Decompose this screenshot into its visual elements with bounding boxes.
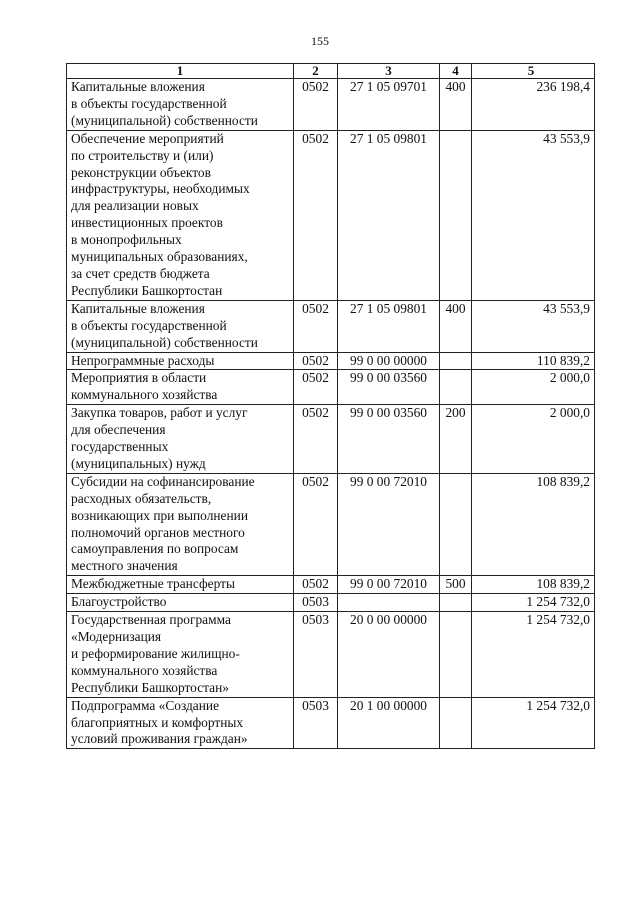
- item-name-line: возникающих при выполнении: [71, 507, 248, 523]
- section-code-cell: 0503: [294, 697, 338, 749]
- item-name-line: полномочий органов местного: [71, 524, 245, 540]
- amount-cell: 108 839,2: [472, 576, 595, 594]
- header-col-2: 2: [294, 64, 338, 79]
- item-name-line: за счет средств бюджета: [71, 265, 210, 281]
- table-header: [67, 64, 595, 79]
- section-code-cell: 0502: [294, 352, 338, 370]
- target-code-cell: 27 1 05 09701: [338, 79, 440, 131]
- section-code-cell: 0502: [294, 576, 338, 594]
- amount-cell: 108 839,2: [472, 473, 595, 575]
- item-name-cell: [67, 576, 294, 594]
- section-code-cell: 0502: [294, 79, 338, 131]
- expense-type-cell: [440, 130, 472, 300]
- header-col-5: 5: [472, 64, 595, 79]
- item-name-line: Мероприятия в области: [71, 370, 207, 386]
- expense-type-cell: 400: [440, 300, 472, 352]
- item-name-line: Подпрограмма «Создание: [71, 697, 220, 713]
- item-name-line: инфраструктуры, необходимых: [71, 181, 250, 197]
- table-row: [67, 697, 595, 749]
- amount-cell: 1 254 732,0: [472, 594, 595, 612]
- section-code-cell: 0502: [294, 473, 338, 575]
- item-name-line: в объекты государственной: [71, 95, 227, 111]
- section-code-cell: 0502: [294, 370, 338, 405]
- item-name-line: и реформирование жилищно-: [71, 645, 240, 661]
- target-code-cell: 99 0 00 03560: [338, 405, 440, 474]
- header-col-4: 4: [440, 64, 472, 79]
- header-col-1: 1: [67, 64, 294, 79]
- item-name-cell: [67, 594, 294, 612]
- item-name-line: инвестиционных проектов: [71, 215, 223, 231]
- item-name-line: расходных обязательств,: [71, 490, 212, 506]
- item-name-line: муниципальных образованиях,: [71, 249, 248, 265]
- table-row: [67, 612, 595, 698]
- item-name-line: благоприятных и комфортных: [71, 714, 244, 730]
- target-code-cell: 99 0 00 72010: [338, 473, 440, 575]
- expense-type-cell: [440, 352, 472, 370]
- item-name-line: Закупка товаров, работ и услуг: [71, 405, 248, 421]
- section-code-cell: 0503: [294, 612, 338, 698]
- expense-type-cell: [440, 473, 472, 575]
- table-row: [67, 405, 595, 474]
- budget-table: [66, 63, 595, 749]
- expense-type-cell: 500: [440, 576, 472, 594]
- table-body: [67, 79, 595, 749]
- item-name-line: государственных: [71, 439, 169, 455]
- table-row: [67, 594, 595, 612]
- target-code-cell: [338, 594, 440, 612]
- item-name-line: (муниципальной) собственности: [71, 112, 258, 128]
- item-name-line: Республики Башкортостан»: [71, 679, 229, 695]
- item-name-line: Республики Башкортостан: [71, 282, 223, 298]
- section-code-cell: 0502: [294, 300, 338, 352]
- expense-type-cell: [440, 594, 472, 612]
- item-name-line: «Модернизация: [71, 629, 162, 644]
- item-name-cell: [67, 370, 294, 405]
- item-name-line: условий проживания граждан»: [71, 731, 248, 747]
- amount-cell: 43 553,9: [472, 130, 595, 300]
- header-col-3: 3: [338, 64, 440, 79]
- section-code-cell: 0503: [294, 594, 338, 612]
- item-name-line: для реализации новых: [71, 198, 199, 214]
- expense-type-cell: [440, 612, 472, 698]
- amount-cell: 1 254 732,0: [472, 612, 595, 698]
- expense-type-cell: 400: [440, 79, 472, 131]
- item-name-line: коммунального хозяйства: [71, 387, 218, 403]
- page-number: 155: [311, 34, 329, 48]
- item-name-line: реконструкции объектов: [71, 164, 211, 180]
- amount-cell: 2 000,0: [472, 370, 595, 405]
- table-row: [67, 352, 595, 370]
- item-name-cell: [67, 79, 294, 131]
- item-name-line: Обеспечение мероприятий: [71, 130, 224, 146]
- amount-cell: 110 839,2: [472, 352, 595, 370]
- item-name-line: Благоустройство: [71, 594, 167, 610]
- target-code-cell: 20 1 00 00000: [338, 697, 440, 749]
- table-row: [67, 79, 595, 131]
- target-code-cell: 99 0 00 03560: [338, 370, 440, 405]
- section-code-cell: 0502: [294, 130, 338, 300]
- table-row: [67, 370, 595, 405]
- target-code-cell: 27 1 05 09801: [338, 130, 440, 300]
- item-name-line: Капитальные вложения: [71, 79, 205, 94]
- item-name-cell: [67, 352, 294, 370]
- table-row: [67, 473, 595, 575]
- item-name-line: коммунального хозяйства: [71, 662, 218, 678]
- item-name-cell: [67, 612, 294, 698]
- item-name-line: (муниципальной) собственности: [71, 334, 258, 350]
- item-name-cell: [67, 405, 294, 474]
- amount-cell: 1 254 732,0: [472, 697, 595, 749]
- target-code-cell: 99 0 00 72010: [338, 576, 440, 594]
- amount-cell: 236 198,4: [472, 79, 595, 131]
- item-name-line: в монопрофильных: [71, 232, 182, 248]
- item-name-line: Межбюджетные трансферты: [71, 576, 235, 592]
- table-row: [67, 130, 595, 300]
- item-name-line: Капитальные вложения: [71, 300, 205, 316]
- target-code-cell: 99 0 00 00000: [338, 352, 440, 370]
- item-name-line: Непрограммные расходы: [71, 352, 215, 368]
- target-code-cell: 20 0 00 00000: [338, 612, 440, 698]
- amount-cell: 43 553,9: [472, 300, 595, 352]
- item-name-cell: [67, 130, 294, 300]
- expense-type-cell: [440, 697, 472, 749]
- amount-cell: 2 000,0: [472, 405, 595, 474]
- header-row: [67, 64, 595, 79]
- table-row: [67, 576, 595, 594]
- table-row: [67, 300, 595, 352]
- item-name-cell: [67, 300, 294, 352]
- expense-type-cell: 200: [440, 405, 472, 474]
- item-name-line: для обеспечения: [71, 422, 166, 438]
- item-name-line: местного значения: [71, 558, 178, 574]
- target-code-cell: 27 1 05 09801: [338, 300, 440, 352]
- item-name-line: Государственная программа: [71, 612, 231, 628]
- item-name-line: по строительству и (или): [71, 147, 214, 163]
- expense-type-cell: [440, 370, 472, 405]
- item-name-line: самоуправления по вопросам: [71, 541, 239, 557]
- item-name-line: Субсидии на софинансирование: [71, 473, 255, 489]
- item-name-cell: [67, 473, 294, 575]
- item-name-line: (муниципальных) нужд: [71, 455, 206, 471]
- section-code-cell: 0502: [294, 405, 338, 474]
- item-name-cell: [67, 697, 294, 749]
- item-name-line: в объекты государственной: [71, 317, 227, 333]
